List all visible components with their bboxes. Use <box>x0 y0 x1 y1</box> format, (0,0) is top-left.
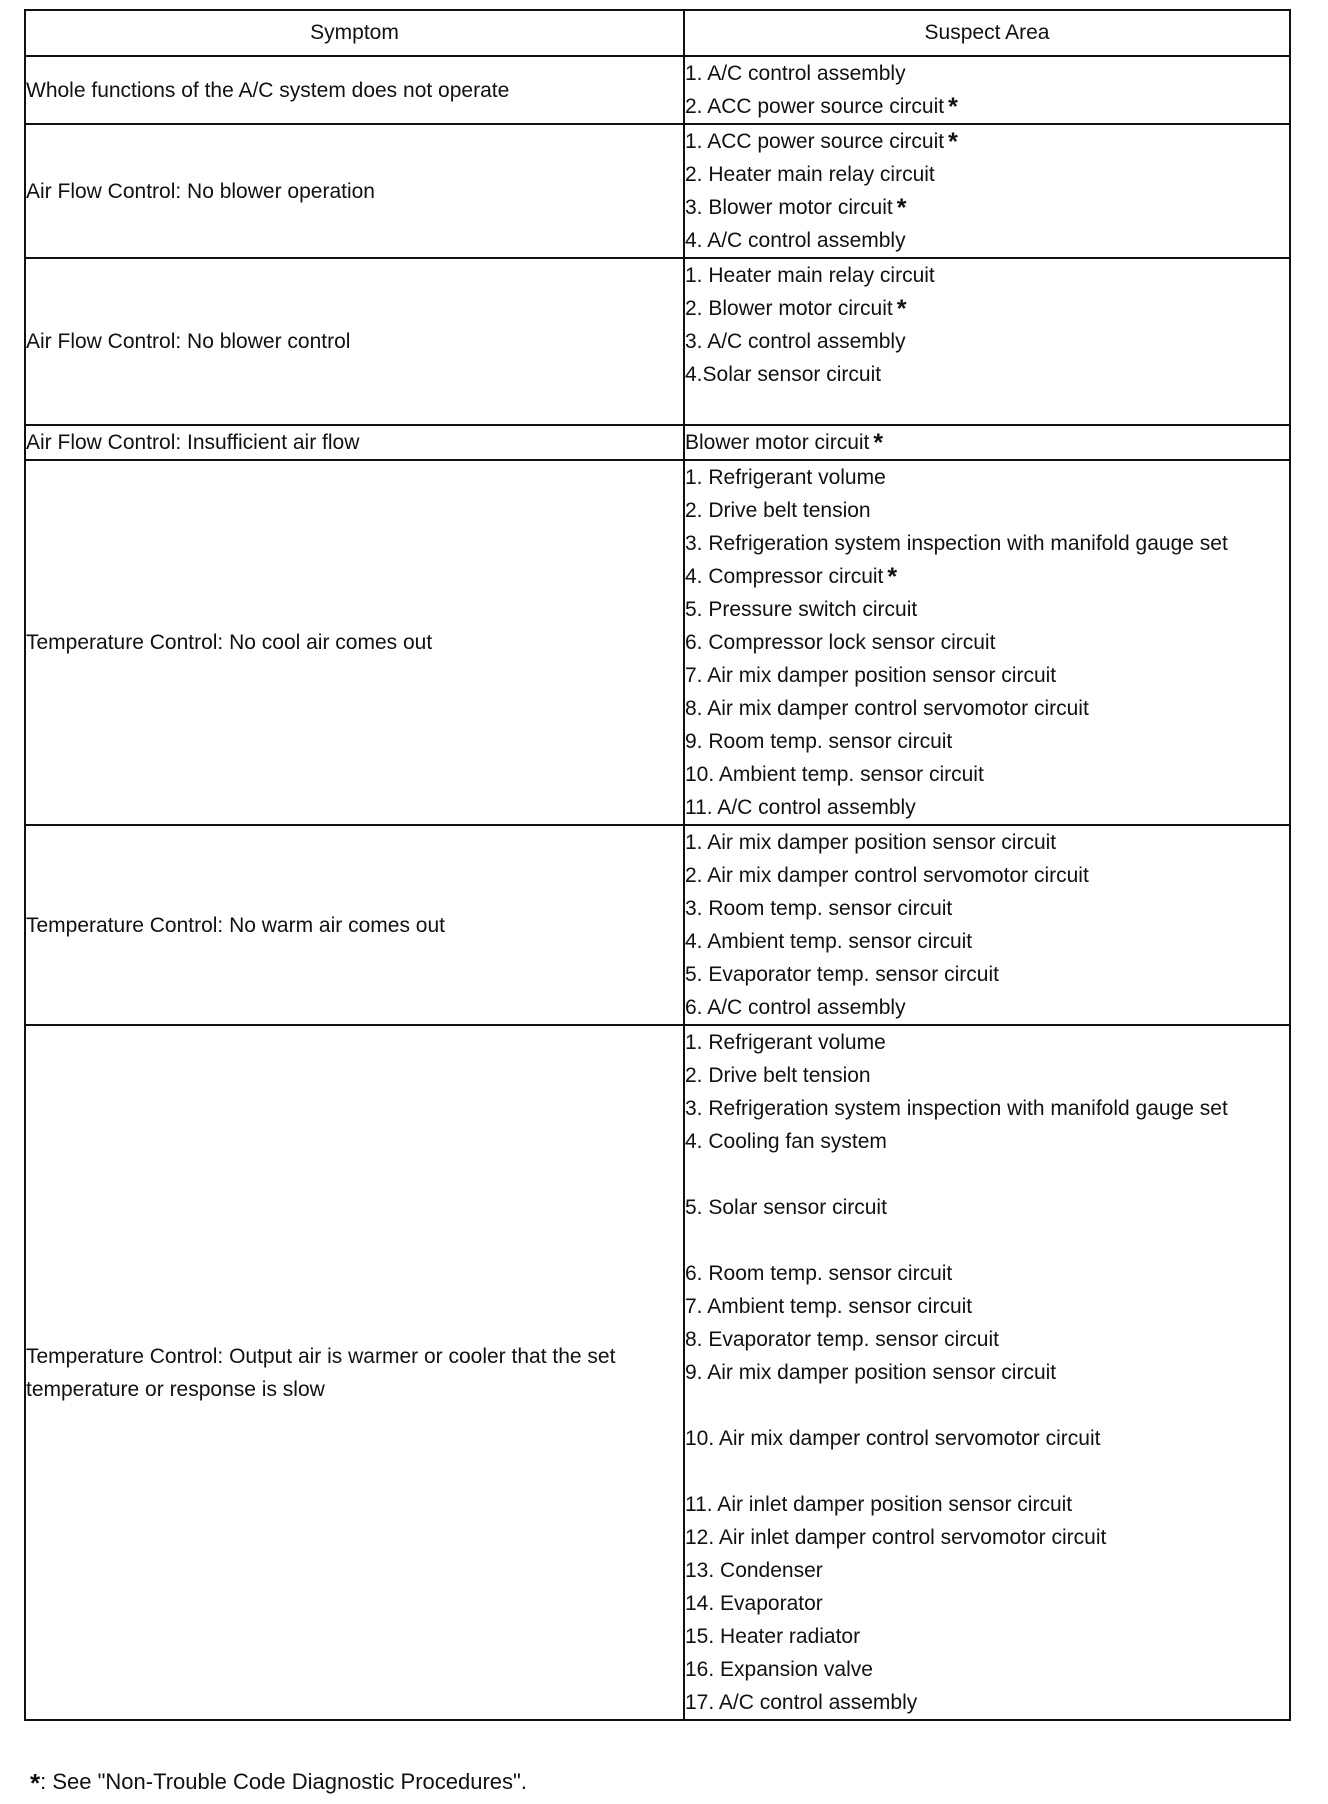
suspect-item-label: 7. Ambient temp. sensor circuit <box>685 1295 973 1318</box>
suspect-item-label: 5. Pressure switch circuit <box>685 598 918 621</box>
suspect-item-label: 4.Solar sensor circuit <box>685 363 882 386</box>
suspect-item <box>685 358 1289 391</box>
suspect-item-label: 2. Blower motor circuit <box>685 297 893 320</box>
suspect-item-label: 14. Evaporator <box>685 1592 823 1615</box>
suspect-area-cell <box>684 124 1290 258</box>
list-spacer <box>685 1224 1289 1257</box>
symptom-cell: Temperature Control: No cool air comes out <box>25 460 684 825</box>
table-row <box>25 825 1290 1025</box>
symptom-header: Symptom <box>25 10 684 56</box>
footnote-star-icon: * <box>30 1768 41 1798</box>
table-row <box>25 124 1290 258</box>
suspect-item <box>685 1488 1289 1521</box>
suspect-item <box>685 991 1289 1024</box>
suspect-item <box>685 461 1289 494</box>
table-row <box>25 56 1290 124</box>
suspect-item-label: 2. Drive belt tension <box>685 1064 871 1087</box>
table-body <box>25 56 1290 1720</box>
suspect-item <box>685 626 1289 659</box>
suspect-item <box>685 1422 1289 1455</box>
suspect-item <box>685 560 1289 593</box>
suspect-item-label: 3. Room temp. sensor circuit <box>685 897 953 920</box>
suspect-item-label: 6. A/C control assembly <box>685 996 906 1019</box>
suspect-item-label: 12. Air inlet damper control servomotor circuit <box>685 1526 1107 1549</box>
suspect-item <box>685 892 1289 925</box>
suspect-item <box>685 1323 1289 1356</box>
suspect-item <box>685 1191 1289 1224</box>
suspect-item-label: 8. Air mix damper control servomotor circuit <box>685 697 1089 720</box>
list-spacer <box>685 1455 1289 1488</box>
symptom-cell: Air Flow Control: No blower operation <box>25 124 684 258</box>
suspect-item <box>685 292 1289 325</box>
suspect-area-cell <box>684 425 1290 460</box>
suspect-item <box>685 725 1289 758</box>
suspect-item-label: 2. Air mix damper control servomotor circuit <box>685 864 1089 887</box>
list-spacer <box>685 1389 1289 1422</box>
suspect-item <box>685 191 1289 224</box>
suspect-item <box>685 494 1289 527</box>
suspect-item <box>685 791 1289 824</box>
suspect-item-label: 11. Air inlet damper position sensor circuit <box>685 1493 1073 1516</box>
suspect-item-label: 5. Solar sensor circuit <box>685 1196 887 1219</box>
suspect-item <box>685 859 1289 892</box>
suspect-item <box>685 259 1289 292</box>
suspect-area-cell <box>684 825 1290 1025</box>
suspect-item <box>685 1587 1289 1620</box>
asterisk-icon: * <box>896 295 907 323</box>
suspect-area-cell <box>684 1025 1290 1720</box>
suspect-item-label: 8. Evaporator temp. sensor circuit <box>685 1328 999 1351</box>
suspect-item <box>685 90 1289 123</box>
symptom-cell: Whole functions of the A/C system does not operate <box>25 56 684 124</box>
suspect-item <box>685 1059 1289 1092</box>
suspect-item <box>685 1521 1289 1554</box>
asterisk-icon: * <box>896 194 907 222</box>
suspect-item <box>685 158 1289 191</box>
suspect-item-label: 9. Air mix damper position sensor circuit <box>685 1361 1057 1384</box>
suspect-item-label: 1. Heater main relay circuit <box>685 264 935 287</box>
suspect-item-label: 6. Room temp. sensor circuit <box>685 1262 953 1285</box>
symptom-cell: Air Flow Control: No blower control <box>25 258 684 425</box>
table-row <box>25 425 1290 460</box>
symptom-cell: Temperature Control: Output air is warmer or cooler that the set temperature or response is slow <box>25 1025 684 1720</box>
suspect-item-label: 2. ACC power source circuit <box>685 95 945 118</box>
suspect-item-label: 1. A/C control assembly <box>685 62 906 85</box>
suspect-item <box>685 224 1289 257</box>
suspect-item-label: 3. A/C control assembly <box>685 330 906 353</box>
table-row <box>25 1025 1290 1720</box>
suspect-item <box>685 593 1289 626</box>
suspect-area-cell <box>684 56 1290 124</box>
suspect-item-label: 4. Cooling fan system <box>685 1130 887 1153</box>
suspect-item <box>685 1620 1289 1653</box>
suspect-item-label: Blower motor circuit <box>685 431 870 454</box>
suspect-item-label: 1. ACC power source circuit <box>685 130 945 153</box>
asterisk-icon: * <box>948 93 958 121</box>
suspect-item <box>685 758 1289 791</box>
suspect-item <box>685 1125 1289 1158</box>
suspect-item <box>685 1026 1289 1059</box>
suspect-item <box>685 1554 1289 1587</box>
suspect-item <box>685 57 1289 90</box>
suspect-item <box>685 1686 1289 1719</box>
symptom-cell: Temperature Control: No warm air comes out <box>25 825 684 1025</box>
suspect-item-label: 3. Refrigeration system inspection with manifold gauge set <box>685 532 1228 555</box>
suspect-item <box>685 1257 1289 1290</box>
suspect-item-label: 17. A/C control assembly <box>685 1691 918 1714</box>
suspect-item <box>685 426 1289 459</box>
suspect-item <box>685 925 1289 958</box>
suspect-item <box>685 1092 1289 1125</box>
list-spacer <box>685 391 1289 424</box>
suspect-item <box>685 1653 1289 1686</box>
suspect-item <box>685 1290 1289 1323</box>
suspect-item-label: 3. Blower motor circuit <box>685 196 893 219</box>
suspect-item-label: 16. Expansion valve <box>685 1658 873 1681</box>
suspect-item-label: 7. Air mix damper position sensor circuit <box>685 664 1057 687</box>
suspect-item-label: 1. Air mix damper position sensor circuit <box>685 831 1057 854</box>
suspect-item-label: 4. A/C control assembly <box>685 229 906 252</box>
table-header-row <box>25 10 1290 56</box>
asterisk-icon: * <box>887 563 898 591</box>
suspect-item-label: 4. Ambient temp. sensor circuit <box>685 930 973 953</box>
suspect-item-label: 2. Drive belt tension <box>685 499 871 522</box>
suspect-item-label: 10. Air mix damper control servomotor circuit <box>685 1427 1101 1450</box>
suspect-item-label: 9. Room temp. sensor circuit <box>685 730 953 753</box>
suspect-item-label: 10. Ambient temp. sensor circuit <box>685 763 984 786</box>
suspect-item-label: 15. Heater radiator <box>685 1625 861 1648</box>
symptom-cell: Air Flow Control: Insufficient air flow <box>25 425 684 460</box>
suspect-item <box>685 1356 1289 1389</box>
suspect-item-label: 11. A/C control assembly <box>685 796 916 819</box>
suspect-item <box>685 692 1289 725</box>
suspect-item <box>685 826 1289 859</box>
suspect-item-label: 4. Compressor circuit <box>685 565 884 588</box>
asterisk-icon: * <box>873 429 884 457</box>
suspect-item <box>685 527 1289 560</box>
suspect-item <box>685 958 1289 991</box>
list-spacer <box>685 1158 1289 1191</box>
suspect-item-label: 1. Refrigerant volume <box>685 1031 886 1054</box>
suspect-area-cell <box>684 258 1290 425</box>
suspect-item-label: 2. Heater main relay circuit <box>685 163 935 186</box>
suspect-item <box>685 659 1289 692</box>
suspect-item <box>685 325 1289 358</box>
footnote-text: : See "Non-Trouble Code Diagnostic Procedures". <box>40 1769 527 1794</box>
suspect-item-label: 13. Condenser <box>685 1559 823 1582</box>
suspect-area-cell <box>684 460 1290 825</box>
table-row <box>25 460 1290 825</box>
footnote <box>30 1768 527 1797</box>
suspect-item-label: 6. Compressor lock sensor circuit <box>685 631 996 654</box>
suspect-item <box>685 125 1289 158</box>
suspect-area-header: Suspect Area <box>684 10 1290 56</box>
table-row <box>25 258 1290 425</box>
diagnosis-table <box>24 9 1291 1721</box>
suspect-item-label: 5. Evaporator temp. sensor circuit <box>685 963 999 986</box>
suspect-item-label: 3. Refrigeration system inspection with manifold gauge set <box>685 1097 1228 1120</box>
suspect-item-label: 1. Refrigerant volume <box>685 466 886 489</box>
asterisk-icon: * <box>948 128 958 156</box>
